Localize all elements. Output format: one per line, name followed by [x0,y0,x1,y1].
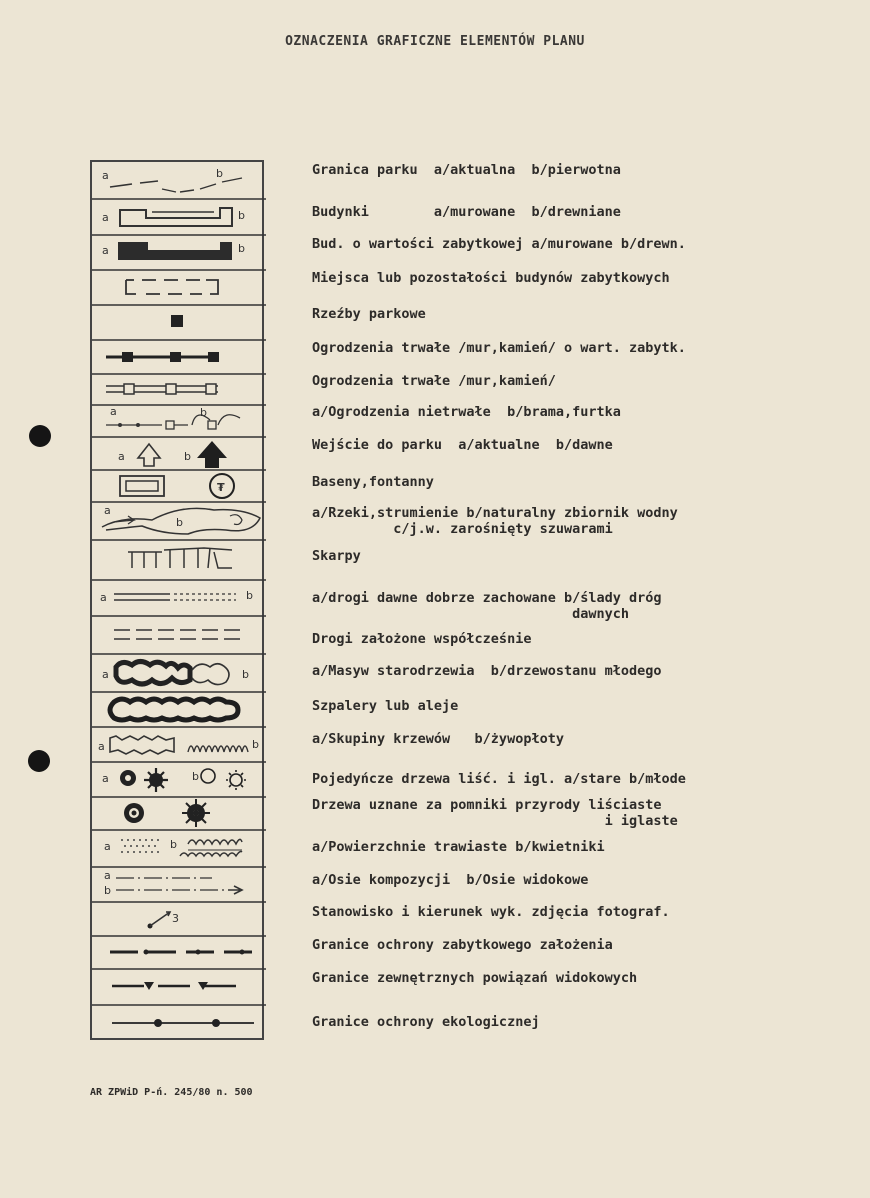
svg-text:b: b [238,209,245,222]
legend-entry-historic-protection: Granice ochrony zabytkowego założenia [312,937,613,953]
symbol-single-trees [102,768,246,792]
svg-text:b: b [192,770,199,783]
legend-symbols [92,162,266,1042]
symbol-historic-roads [100,589,253,604]
symbol-view-links-boundary [112,982,244,990]
punch-hole-upper [29,425,51,447]
symbol-modern-roads [114,630,240,639]
svg-text:a: a [98,740,105,753]
legend-entry-pools: Baseny,fontanny [312,474,434,490]
symbol-park-entrance [118,441,227,468]
svg-text:a: a [104,869,111,882]
legend-entry-historic-buildings: Bud. o wartości zabytkowej a/murowane b/drewn. [312,236,686,252]
legend-entry-rivers: a/Rzeki,strumienie b/naturalny zbiornik wodny c/j.w. zarośnięty szuwarami [312,505,678,537]
symbol-building-remains [126,280,218,294]
legend-entry-historic-fence: Ogrodzenia trwałe /mur,kamień/ o wart. zabytk. [312,340,686,356]
punch-hole-lower [28,750,50,772]
legend-entry-park-sculptures: Rzeźby parkowe [312,306,426,322]
symbol-grass-flowerbeds [104,838,242,856]
symbol-permanent-fence [106,384,218,394]
svg-text:a: a [104,504,111,517]
svg-text:a: a [102,244,109,257]
legend-entry-old-tree-mass: a/Masyw starodrzewia b/drzewostanu młodego [312,663,662,679]
legend-symbol-column [90,160,264,1040]
svg-text:a: a [102,169,109,182]
svg-text:b: b [252,738,259,751]
svg-text:a: a [102,211,109,224]
page-title: OZNACZENIA GRAFICZNE ELEMENTÓW PLANU [285,34,585,49]
svg-text:b: b [246,589,253,602]
legend-entry-park-entrance: Wejście do parku a/aktualne b/dawne [312,437,613,453]
symbol-historic-fence [106,352,219,362]
symbol-tree-rows [110,699,238,720]
legend-entry-ecological-protection: Granice ochrony ekologicznej [312,1014,540,1030]
svg-text:3: 3 [172,912,179,925]
svg-text:b: b [184,450,191,463]
legend-entry-buildings: Budynki a/murowane b/drewniane [312,204,621,220]
legend-entry-historic-roads: a/drogi dawne dobrze zachowane b/ślady dróg dawnych [312,590,662,622]
symbol-shrubs-hedges [98,736,259,754]
svg-text:b: b [176,516,183,529]
symbol-rivers-water [102,504,260,534]
svg-text:b: b [216,167,223,180]
legend-entry-shrubs: a/Skupiny krzewów b/żywopłoty [312,731,564,747]
symbol-old-tree-mass [102,662,249,685]
svg-text:a: a [104,840,111,853]
svg-text:a: a [110,405,117,418]
symbol-composition-axes [104,869,242,897]
legend-entry-photo-position: Stanowisko i kierunek wyk. zdjęcia fotograf. [312,904,670,920]
legend-entry-permanent-fence: Ogrodzenia trwałe /mur,kamień/ [312,373,556,389]
svg-text:b: b [200,406,207,419]
svg-text:b: b [170,838,177,851]
symbol-park-sculpture [171,315,183,327]
legend-entry-escarpments: Skarpy [312,548,361,564]
svg-text:a: a [102,668,109,681]
legend-entry-single-trees: Pojedyńcze drzewa liść. i igl. a/stare b/młode [312,771,686,787]
svg-text:b: b [238,242,245,255]
legend-entry-tree-rows: Szpalery lub aleje [312,698,459,714]
symbol-buildings [102,208,245,226]
symbol-photo-position [148,912,180,929]
svg-text:b: b [242,668,249,681]
legend-entry-axes: a/Osie kompozycji b/Osie widokowe [312,872,589,888]
symbol-historic-buildings [102,242,245,260]
archive-stamp: AR ZPWiD P-ń. 245/80 n. 500 [90,1087,253,1098]
legend-entry-building-remains: Miejsca lub pozostałości budynów zabytkowych [312,270,670,286]
svg-text:a: a [100,591,107,604]
legend-entry-park-boundary: Granica parku a/aktualna b/pierwotna [312,162,621,178]
symbol-temporary-fence-gate [106,405,240,429]
symbol-ecological-protection-boundary [112,1019,254,1027]
legend-entry-monument-trees: Drzewa uznane za pomniki przyrody liściaste i iglaste [312,797,678,829]
svg-text:a: a [118,450,125,463]
symbol-pools-fountains [120,474,234,498]
svg-text:b: b [104,884,111,897]
svg-text:₮: ₮ [217,481,225,494]
symbol-natural-monument-trees [124,799,210,827]
svg-text:a: a [102,772,109,785]
legend-entry-grass-flowerbeds: a/Powierzchnie trawiaste b/kwietniki [312,839,605,855]
symbol-historic-protection-boundary [110,950,254,955]
symbol-park-boundary [102,167,242,192]
legend-entry-view-links: Granice zewnętrznych powiązań widokowych [312,970,638,986]
legend-entry-modern-roads: Drogi założone współcześnie [312,631,532,647]
symbol-escarpment [128,548,232,568]
legend-entry-temporary-fence: a/Ogrodzenia nietrwałe b/brama,furtka [312,404,621,420]
